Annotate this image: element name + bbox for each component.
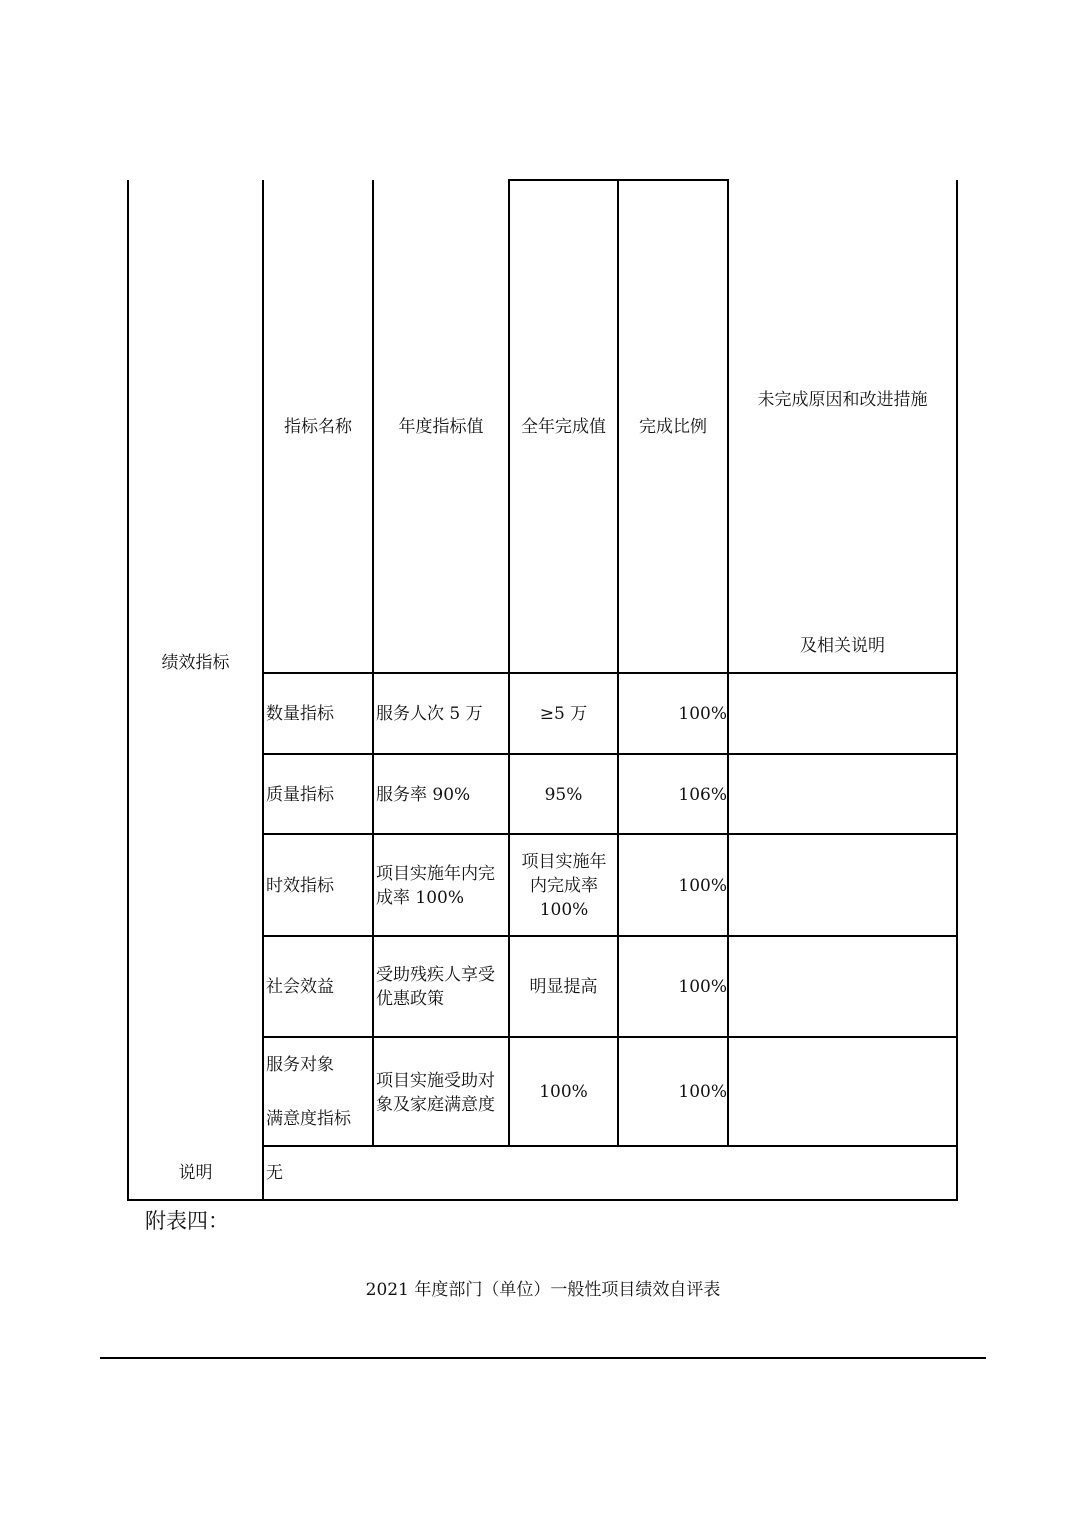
header-reason-line2: 及相关说明 <box>800 636 885 656</box>
appendix-label: 附表四： <box>145 1209 229 1233</box>
row-target: 项目实施受助对象及家庭满意度 <box>376 1071 495 1115</box>
row-target: 服务率 90% <box>376 785 471 805</box>
row-actual: 95% <box>544 785 583 805</box>
header-ratio: 完成比例 <box>639 417 707 437</box>
section-label: 绩效指标 <box>161 653 230 673</box>
row-category: 社会效益 <box>266 977 334 997</box>
header-indicator-name: 指标名称 <box>284 417 352 437</box>
row-ratio: 100% <box>678 704 727 724</box>
row-ratio: 100% <box>678 1082 727 1102</box>
row-actual: 明显提高 <box>529 977 598 997</box>
row-ratio: 106% <box>678 785 727 805</box>
header-actual: 全年完成值 <box>521 417 606 437</box>
header-annual-target: 年度指标值 <box>398 417 484 437</box>
row-category-line1: 服务对象 <box>266 1055 334 1075</box>
row-category: 数量指标 <box>266 704 334 724</box>
row-actual: ≥5 万 <box>539 704 588 724</box>
row-category: 质量指标 <box>266 785 334 805</box>
row-category: 时效指标 <box>266 876 334 896</box>
form-title: 2021 年度部门（单位）一般性项目绩效自评表 <box>365 1280 721 1300</box>
row-ratio: 100% <box>678 876 727 896</box>
header-reason-line1: 未完成原因和改进措施 <box>757 390 928 410</box>
divider <box>100 1357 986 1359</box>
note-value: 无 <box>266 1163 283 1183</box>
note-label: 说明 <box>178 1163 213 1183</box>
row-target: 项目实施年内完成率 100% <box>376 864 495 908</box>
row-actual: 项目实施年内完成率 100% <box>521 852 607 920</box>
row-category-line2: 满意度指标 <box>266 1109 351 1129</box>
row-ratio: 100% <box>678 977 727 997</box>
row-target: 服务人次 5 万 <box>376 704 483 724</box>
row-actual: 100% <box>539 1082 588 1102</box>
row-target: 受助残疾人享受优惠政策 <box>376 965 495 1009</box>
